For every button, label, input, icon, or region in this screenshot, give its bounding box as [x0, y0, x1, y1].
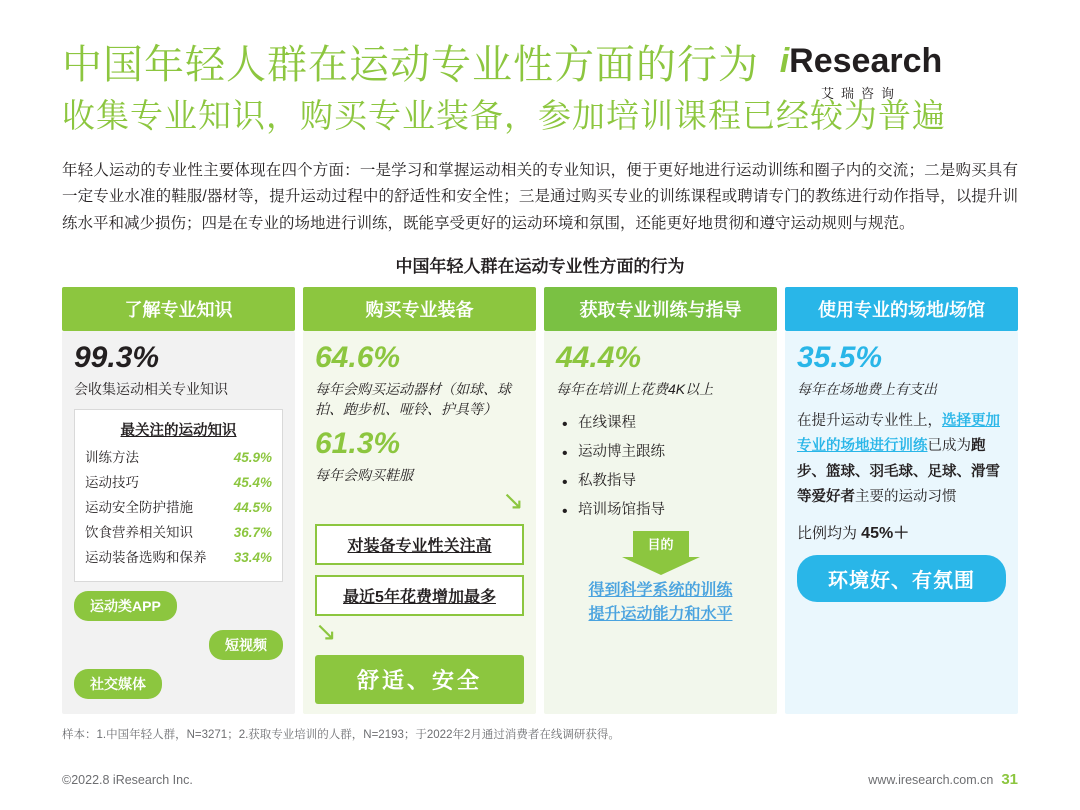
- knowledge-stat-value: 99.3%: [74, 340, 160, 374]
- column-knowledge-body: [62, 331, 295, 715]
- training-stat-value: 44.4%: [556, 340, 642, 374]
- page-subtitle: 收集专业知识，购买专业装备，参加培训课程已经较为普遍: [62, 97, 946, 134]
- channel-pill-row-2: [74, 621, 283, 660]
- table-row: [85, 496, 272, 521]
- curved-arrow-icon: ↘: [502, 485, 524, 516]
- down-arrow-icon: [622, 531, 700, 575]
- table-row: [85, 471, 272, 496]
- column-equipment: [303, 287, 536, 715]
- topic-name: 饮食营养相关知识: [85, 524, 193, 540]
- list-item: • 私教指导: [562, 467, 765, 496]
- venue-ratio-value: 45%＋: [861, 525, 910, 543]
- list-item: • 培训场馆指导: [562, 496, 765, 525]
- arrow-head: [622, 557, 700, 575]
- list-item: • 在线课程: [562, 409, 765, 438]
- footer-right: [868, 771, 1018, 788]
- column-venue: [785, 287, 1018, 715]
- venue-para-part1: 在提升运动专业性上，: [797, 412, 942, 429]
- sample-note: 样本：1.中国年轻人群，N=3271；2.获取专业培训的人群，N=2193；于2022年2月通过消费者在线调研获得。: [62, 729, 620, 742]
- training-channels-list: [562, 409, 765, 525]
- training-result-line2: 提升运动能力和水平: [588, 605, 733, 623]
- topic-name: 运动装备选购和保养: [85, 549, 207, 565]
- column-equipment-body: [303, 331, 536, 715]
- column-training: [544, 287, 777, 715]
- column-knowledge: [62, 287, 295, 715]
- topic-value: 45.4%: [233, 474, 272, 490]
- curved-arrow-icon-2: ↘: [315, 616, 337, 647]
- channel-pill-app: 运动类APP: [74, 591, 177, 621]
- table-row: [85, 521, 272, 546]
- table-row: [85, 446, 272, 471]
- topic-value: 44.5%: [233, 499, 272, 515]
- topic-value: 36.7%: [233, 524, 272, 540]
- column-knowledge-header: 了解专业知识: [62, 287, 295, 331]
- logo-i-letter: i: [779, 42, 790, 80]
- column-venue-header: 使用专业的场地/场馆: [785, 287, 1018, 331]
- column-equipment-header: 购买专业装备: [303, 287, 536, 331]
- channel-pill-row-3: [74, 660, 283, 699]
- chart-title: 中国年轻人群在运动专业性方面的行为: [395, 256, 685, 276]
- equipment-stat1-label: 每年会购买运动器材（如球、球拍、跑步机、哑铃、护具等）: [315, 380, 511, 417]
- venue-para-part2: 已成为: [927, 438, 971, 455]
- knowledge-topics-box: [74, 409, 283, 582]
- venue-paragraph: [797, 409, 1006, 511]
- intro-paragraph: 年轻人运动的专业性主要体现在四个方面：一是学习和掌握运动相关的专业知识，便于更好地进行运动训练和圈子内的交流；二是购买具有一定专业水准的鞋服/器材等，提升运动过程中的舒适性和安全性；三是通过购买专业的训练课程或聘请专门的教练进行动作指导，以提升训练水平和减少损伤；四是在专业的场地进行训练，既能享受更好的运动环境和氛围，还能更好地贯彻和遵守运动规则与规范。: [62, 161, 1018, 232]
- channel-pill-social: 社交媒体: [74, 669, 162, 699]
- columns-container: [62, 287, 1018, 715]
- venue-stat-value: 35.5%: [797, 340, 883, 374]
- website-url: www.iresearch.com.cn: [868, 772, 994, 787]
- channel-pill-row-1: [74, 582, 283, 621]
- page-number: 31: [1001, 771, 1018, 788]
- venue-para-bold: 跑步、篮球、羽毛球、足球、滑雪等爱好者: [797, 438, 1000, 505]
- column-venue-body: [785, 331, 1018, 715]
- venue-ratio: [797, 520, 1006, 543]
- copyright-text: ©2022.8 iResearch Inc.: [62, 772, 193, 787]
- knowledge-topics-title: 最关注的运动知识: [120, 422, 237, 439]
- table-row: [85, 546, 272, 571]
- training-result-line1: 得到科学系统的训练: [588, 581, 733, 599]
- logo-research-text: Research: [789, 42, 943, 80]
- page-title: 中国年轻人群在运动专业性方面的行为: [62, 43, 759, 87]
- venue-para-part3: 主要的运动习惯: [855, 488, 957, 505]
- topic-name: 训练方法: [85, 449, 139, 465]
- list-item: • 运动博主跟练: [562, 438, 765, 467]
- logo-chinese-name: 艾瑞咨询: [820, 86, 901, 101]
- page-header: [62, 0, 1018, 136]
- topic-name: 运动技巧: [85, 474, 139, 490]
- column-training-body: [544, 331, 777, 715]
- footer-left: [62, 773, 193, 787]
- topic-value: 33.4%: [233, 549, 272, 565]
- equipment-stat2-value: 61.3%: [315, 427, 401, 461]
- column-training-header: 获取专业训练与指导: [544, 287, 777, 331]
- training-stat-label: 每年在培训上花费4K以上: [556, 380, 714, 397]
- venue-stat-label: 每年在场地费上有支出: [797, 380, 937, 397]
- channel-pill-shortvideo: 短视频: [209, 630, 283, 660]
- page-footer: [62, 771, 1018, 788]
- venue-ratio-prefix: 比例均为: [797, 525, 862, 543]
- logo-wordmark: [766, 42, 956, 81]
- equipment-stat1-value: 64.6%: [315, 340, 401, 374]
- equipment-callout-2: 最近5年花费增加最多: [315, 575, 524, 616]
- equipment-conclusion: 舒适、安全: [315, 655, 524, 704]
- venue-conclusion: 环境好、有氛围: [797, 555, 1006, 602]
- iresearch-logo: [766, 42, 956, 102]
- topic-name: 运动安全防护措施: [85, 499, 193, 515]
- venue-para-highlight: 选择更加专业的场地进行训练: [797, 412, 1000, 455]
- knowledge-stat-label: 会收集运动相关专业知识: [74, 380, 228, 397]
- arrow-label: 目的: [633, 531, 689, 557]
- topic-value: 45.9%: [233, 449, 272, 465]
- equipment-callout-1: 对装备专业性关注高: [315, 524, 524, 565]
- equipment-stat2-label: 每年会购买鞋服: [315, 467, 413, 484]
